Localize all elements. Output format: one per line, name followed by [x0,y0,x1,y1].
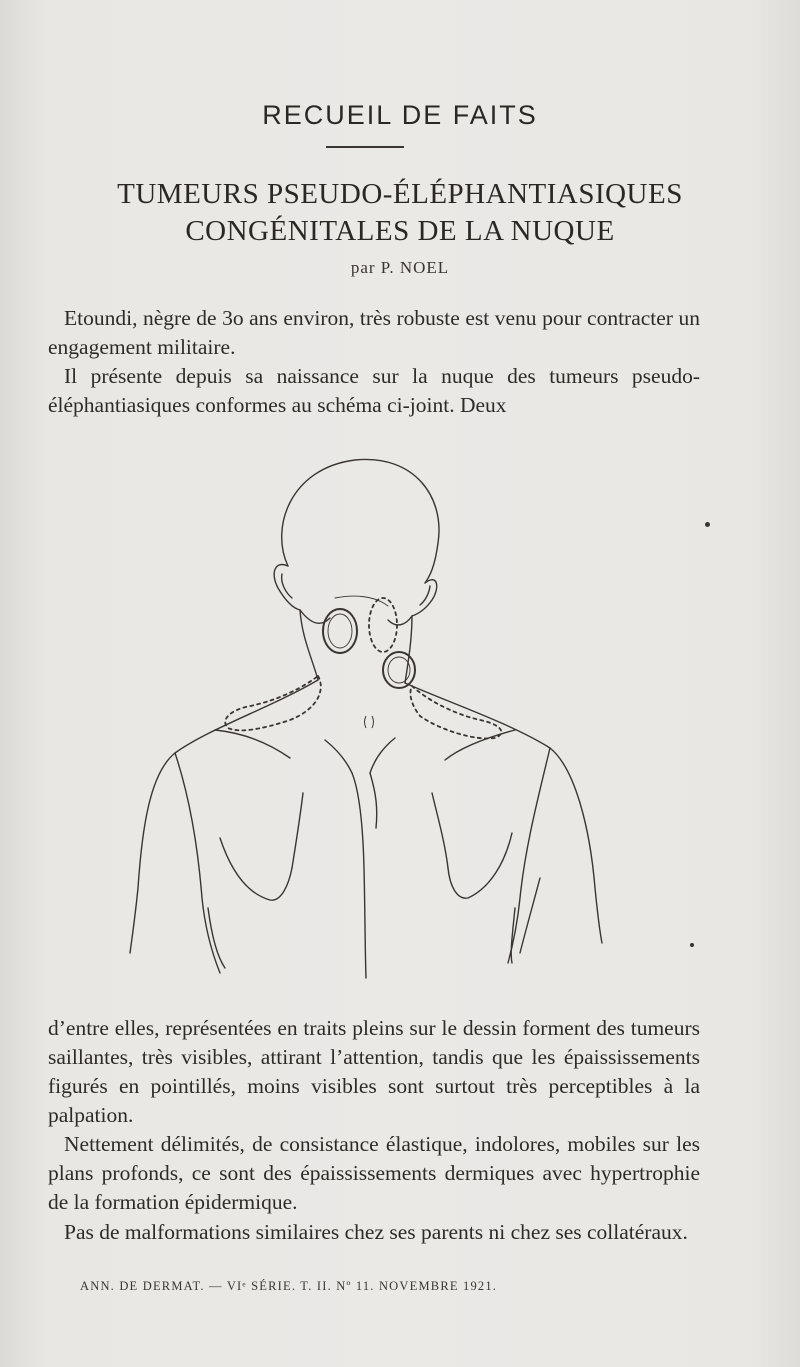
neck-tumours-figure [120,448,620,988]
thickening-dotted-neck [369,598,397,652]
left-shoulder-line [130,680,318,953]
specks [705,522,710,527]
paragraph-2: Il présente depuis sa naissance sur la nuque des tumeurs pseudo-éléphantiasiques conformes au schéma ci-joint. Deux [48,364,700,417]
article-title-line-2: CONGÉNITALES DE LA NUQUE [185,215,615,247]
head-outline [282,459,439,583]
article-title-line-1: TUMEURS PSEUDO-ÉLÉPHANTIASIQUES [117,178,683,210]
paragraph-4: Nettement délimités, de consistance élastique, indolores, mobiles sur les plans profonds, ce sont des épaississements dermiques avec hypertrophie de la formation épidermique. [48,1132,700,1214]
section-heading: RECUEIL DE FAITS [262,100,538,130]
specks [690,943,694,947]
left-ear [274,565,300,610]
paragraph-1: Etoundi, nègre de 3o ans environ, très robuste est venu pour contracter un engagement militaire. [48,306,700,359]
heading-rule [326,146,404,148]
author-byline: par P. NOEL [350,258,450,277]
thickening-dotted-right [410,686,501,738]
paragraph-5: Pas de malformations similaires chez ses parents ni chez ses collatéraux. [64,1220,688,1244]
paragraph-3: d’entre elles, représentées en traits pleins sur le dessin forment des tumeurs saillantes, très visibles, attirant l’attention, tandis que les épaississements figurés en pointillés, moins visibles sont surtout très perceptibles à la palpation. [48,1016,700,1127]
right-shoulder-line [405,683,602,943]
journal-citation: ANN. DE DERMAT. — VIᵉ SÉRIE. T. II. Nº 11. NOVEMBRE 1921. [80,1279,498,1293]
right-ear [412,580,437,616]
